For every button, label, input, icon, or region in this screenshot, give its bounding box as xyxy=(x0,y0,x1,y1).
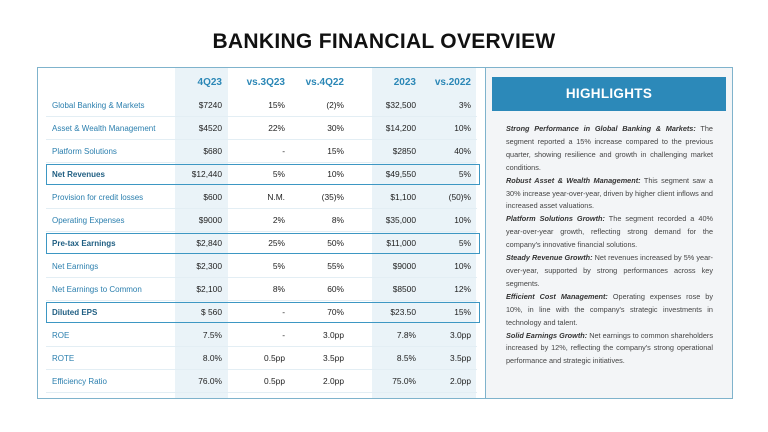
table-row xyxy=(38,140,485,163)
row-label: Net Revenues xyxy=(52,170,105,179)
table-cell: (50)% xyxy=(448,192,471,202)
table-cell: - xyxy=(282,146,285,156)
column-header: 4Q23 xyxy=(197,77,222,88)
highlight-text: Operating expenses rose by 10%, in line with the company's strategic investments in technology and talent. xyxy=(506,291,713,327)
row-label: ROTE xyxy=(52,354,75,363)
table-cell: - xyxy=(282,330,285,340)
highlight-text: This segment saw a 30% increase year-over-year, driven by higher client inflows and increased asset valuations. xyxy=(506,175,713,211)
table-cell: 2.0pp xyxy=(323,376,344,386)
column-header: vs.2022 xyxy=(434,77,471,88)
table-cell: 3% xyxy=(458,100,471,110)
row-label: ROE xyxy=(52,331,70,340)
table-cell: 15% xyxy=(268,100,285,110)
table-cell: 10% xyxy=(454,123,471,133)
table-cell: 0.5pp xyxy=(264,353,285,363)
row-label: Provision for credit losses xyxy=(52,193,144,202)
highlight-heading: Solid Earnings Growth: xyxy=(506,330,588,340)
table-cell: $23.50 xyxy=(390,307,416,317)
table-row xyxy=(38,209,485,232)
table-cell: $600 xyxy=(203,192,222,202)
table-cell: 5% xyxy=(272,261,285,271)
table-cell: (35)% xyxy=(321,192,344,202)
table-cell: 15% xyxy=(327,146,344,156)
table-cell: 3.0pp xyxy=(323,330,344,340)
page-title: BANKING FINANCIAL OVERVIEW xyxy=(212,30,556,53)
table-row-highlighted xyxy=(38,163,485,186)
table-cell: 2% xyxy=(272,215,285,225)
financial-table xyxy=(38,68,485,398)
table-row xyxy=(38,347,485,370)
table-cell: 8.5% xyxy=(396,353,416,363)
table-cell: 8.0% xyxy=(202,353,222,363)
column-header: vs.4Q22 xyxy=(305,77,344,88)
table-cell: $35,000 xyxy=(385,215,416,225)
table-cell: 70% xyxy=(327,307,344,317)
table-cell: $49,550 xyxy=(385,169,416,179)
table-cell: 8% xyxy=(331,215,344,225)
table-cell: $ 560 xyxy=(201,307,222,317)
table-cell: 12% xyxy=(454,284,471,294)
highlight-item xyxy=(506,252,713,291)
row-label: Operating Expenses xyxy=(52,216,125,225)
row-label: Efficiency Ratio xyxy=(52,377,107,386)
table-cell: 7.8% xyxy=(396,330,416,340)
table-cell: 10% xyxy=(454,261,471,271)
column-header: 2023 xyxy=(393,77,416,88)
highlight-heading: Efficient Cost Management: xyxy=(506,291,608,301)
row-label: Net Earnings to Common xyxy=(52,285,142,294)
table-cell: $11,000 xyxy=(386,238,416,248)
table-cell: 3.5pp xyxy=(323,353,344,363)
table-cell: $9000 xyxy=(198,215,222,225)
table-cell: - xyxy=(282,307,285,317)
table-row xyxy=(38,278,485,301)
table-cell: 7.5% xyxy=(202,330,222,340)
table-row-highlighted xyxy=(38,301,485,324)
highlight-heading: Platform Solutions Growth: xyxy=(506,214,605,224)
highlight-item xyxy=(506,330,713,369)
highlight-item xyxy=(506,175,713,214)
table-cell: 8% xyxy=(272,284,285,294)
highlight-heading: Steady Revenue Growth: xyxy=(506,253,593,263)
table-cell: 3.0pp xyxy=(450,330,471,340)
highlights-body xyxy=(506,123,713,368)
table-cell: (2)% xyxy=(326,100,344,110)
highlight-text: Net revenues increased by 5% year-over-year, supported by strong performances across key segments. xyxy=(506,253,713,288)
highlight-text: The segment reported a 15% increase compared to the previous quarter, showing resilience and growth in challenging market conditions. xyxy=(506,124,713,172)
table-cell: 75.0% xyxy=(392,376,416,386)
table-cell: 3.5pp xyxy=(450,353,471,363)
table-cell: $8500 xyxy=(392,284,416,294)
overview-panel xyxy=(37,67,733,399)
table-cell: 50% xyxy=(327,238,344,248)
table-row xyxy=(38,370,485,393)
table-cell: $4520 xyxy=(198,123,222,133)
table-cell: 10% xyxy=(327,169,344,179)
row-label: Net Earnings xyxy=(52,262,99,271)
table-cell: 2.0pp xyxy=(450,376,471,386)
row-label: Pre-tax Earnings xyxy=(52,239,116,248)
table-cell: $2,300 xyxy=(196,261,222,271)
highlight-heading: Strong Performance in Global Banking & Markets: xyxy=(506,124,696,133)
highlight-text: Net earnings to common shareholders increased by 12%, reflecting the company's strong operational performance and strategic initiatives. xyxy=(506,330,714,366)
table-cell: 25% xyxy=(268,238,285,248)
table-row xyxy=(38,255,485,278)
table-cell: $7240 xyxy=(198,100,222,110)
table-cell: $2,100 xyxy=(196,284,222,294)
table-cell: $2,840 xyxy=(196,238,222,248)
row-label: Platform Solutions xyxy=(52,147,117,156)
table-cell: 5% xyxy=(272,169,285,179)
highlight-item xyxy=(506,213,713,252)
table-row xyxy=(38,324,485,347)
table-row xyxy=(38,94,485,117)
table-row xyxy=(38,186,485,209)
highlight-text: The segment recorded a 40% year-over-year growth, reflecting strong demand for the company's innovative financial solutions. xyxy=(506,214,713,250)
table-cell: 60% xyxy=(327,284,344,294)
table-cell: 15% xyxy=(454,307,471,317)
table-cell: $680 xyxy=(203,146,222,156)
row-label: Asset & Wealth Management xyxy=(52,124,156,133)
row-label: Diluted EPS xyxy=(52,308,98,317)
table-cell: 30% xyxy=(327,123,344,133)
table-cell: 5% xyxy=(458,169,471,179)
highlight-item xyxy=(506,291,713,330)
table-cell: 76.0% xyxy=(198,376,222,386)
table-cell: 5% xyxy=(458,238,471,248)
table-cell: 10% xyxy=(454,215,471,225)
table-cell: $2850 xyxy=(392,146,416,156)
highlights-title: HIGHLIGHTS xyxy=(492,77,726,111)
table-cell: $9000 xyxy=(392,261,416,271)
table-cell: 40% xyxy=(454,146,471,156)
table-cell: 22% xyxy=(268,123,285,133)
table-cell: 55% xyxy=(327,261,344,271)
highlight-item xyxy=(506,123,713,175)
column-header: vs.3Q23 xyxy=(246,77,285,88)
highlights-panel xyxy=(486,68,732,398)
table-row-highlighted xyxy=(38,232,485,255)
table-cell: $1,100 xyxy=(390,192,416,202)
highlight-heading: Robust Asset & Wealth Management: xyxy=(506,175,641,185)
table-row xyxy=(38,117,485,140)
table-cell: N.M. xyxy=(267,192,285,202)
table-cell: $14,200 xyxy=(385,123,416,133)
table-cell: $32,500 xyxy=(385,100,416,110)
row-label: Global Banking & Markets xyxy=(52,101,145,110)
table-cell: $12,440 xyxy=(191,169,222,179)
table-cell: 0.5pp xyxy=(264,376,285,386)
